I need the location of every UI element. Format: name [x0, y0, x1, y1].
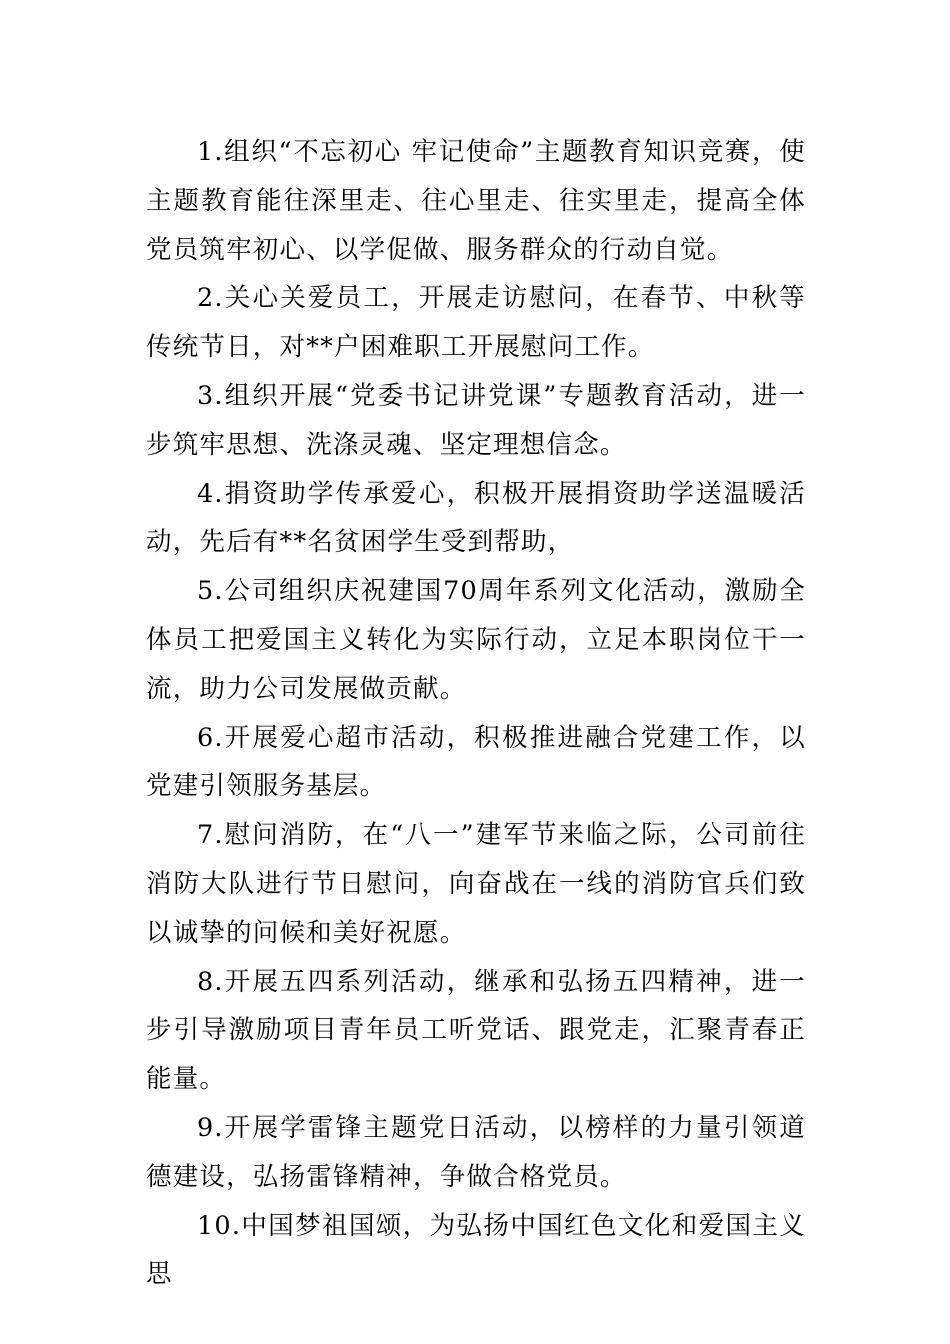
paragraph-4: 4.捐资助学传承爱心，积极开展捐资助学送温暖活动，先后有**名贫困学生受到帮助，	[146, 478, 806, 558]
paragraph-7: 7.慰问消防，在“八一”建军节来临之际，公司前往消防大队进行节日慰问，向奋战在一线的消防官兵们致以诚挚的问候和美好祝愿。	[146, 820, 806, 948]
document-body	[146, 128, 806, 1299]
paragraph-9: 9.开展学雷锋主题党日活动，以榜样的力量引领道德建设，弘扬雷锋精神，争做合格党员。	[146, 1112, 806, 1192]
paragraph-5: 5.公司组织庆祝建国70周年系列文化活动，激励全体员工把爱国主义转化为实际行动，立足本职岗位干一流，助力公司发展做贡献。	[146, 576, 806, 704]
paragraph-6: 6.开展爱心超市活动，积极推进融合党建工作，以党建引领服务基层。	[146, 722, 806, 802]
paragraph-3: 3.组织开展“党委书记讲党课”专题教育活动，进一步筑牢思想、洗涤灵魂、坚定理想信念。	[146, 380, 806, 460]
paragraph-10: 10.中国梦祖国颂，为弘扬中国红色文化和爱国主义思	[146, 1210, 806, 1290]
paragraph-8: 8.开展五四系列活动，继承和弘扬五四精神，进一步引导激励项目青年员工听党话、跟党走，汇聚青春正能量。	[146, 966, 806, 1095]
paragraph-1: 1.组织“不忘初心 牢记使命”主题教育知识竞赛，使主题教育能往深里走、往心里走、往实里走，提高全体党员筑牢初心、以学促做、服务群众的行动自觉。	[146, 137, 806, 265]
paragraph-2: 2.关心关爱员工，开展走访慰问，在春节、中秋等传统节日，对**户困难职工开展慰问工作。	[146, 283, 806, 363]
